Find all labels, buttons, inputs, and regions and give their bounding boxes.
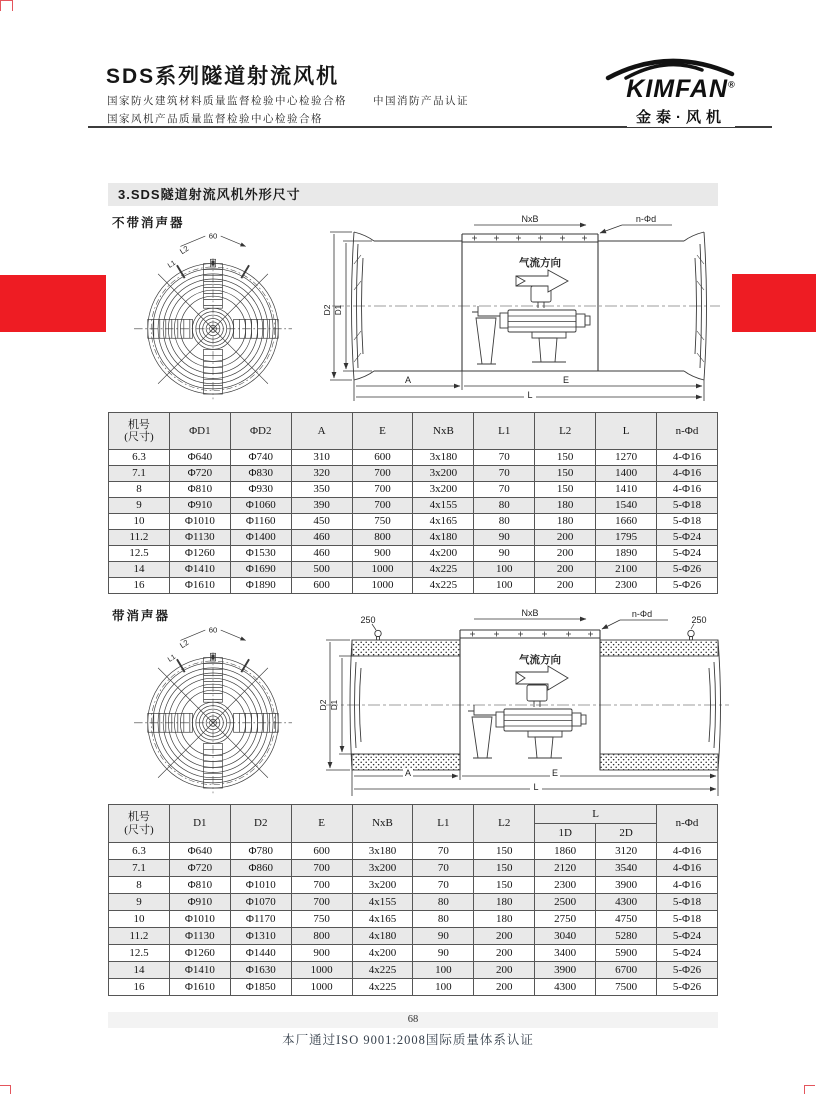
table-cell: 2500: [535, 894, 596, 911]
table-cell: 6.3: [109, 450, 170, 466]
table-cell: 4x180: [352, 928, 413, 945]
th-l-group: L: [535, 805, 657, 824]
table-cell: 4300: [535, 979, 596, 996]
table-cell: 4x225: [352, 979, 413, 996]
th-d1: ΦD1: [169, 413, 230, 450]
table1-body: [109, 450, 718, 594]
table-cell: 900: [352, 546, 413, 562]
table-cell: Φ830: [230, 466, 291, 482]
table-cell: 600: [352, 450, 413, 466]
table-cell: 200: [474, 928, 535, 945]
fan-front-view-drawing-2: [122, 618, 304, 795]
dim-label-l1: L1: [166, 653, 178, 664]
table-cell: 700: [291, 860, 352, 877]
table-cell: Φ910: [169, 894, 230, 911]
table-cell: 700: [352, 498, 413, 514]
fig2-caption: 带消声器: [112, 609, 171, 623]
dim-label-a: A: [404, 768, 412, 778]
table-cell: 1540: [596, 498, 657, 514]
table2-body: [109, 843, 718, 996]
dim-label-60: 60: [208, 231, 218, 241]
table-cell: 4x165: [413, 514, 474, 530]
table-cell: 4x200: [413, 546, 474, 562]
table-cell: 70: [474, 482, 535, 498]
table1-header: [109, 413, 718, 450]
th-a: A: [291, 413, 352, 450]
table-cell: 3x200: [352, 860, 413, 877]
table-cell: Φ1630: [230, 962, 291, 979]
table-cell: 3x180: [413, 450, 474, 466]
table-cell: 600: [291, 578, 352, 594]
table-cell: Φ640: [169, 450, 230, 466]
table-cell: Φ1400: [230, 530, 291, 546]
table-row: [109, 482, 718, 498]
table-cell: 750: [291, 911, 352, 928]
table-cell: 6700: [596, 962, 657, 979]
dim-label-l2: L2: [178, 243, 191, 257]
table-cell: 70: [474, 466, 535, 482]
th-e: E: [352, 413, 413, 450]
table-cell: Φ810: [169, 482, 230, 498]
table-cell: 200: [474, 979, 535, 996]
table-row: [109, 450, 718, 466]
table-cell: 1000: [291, 979, 352, 996]
table-cell: 200: [535, 530, 596, 546]
th-nxb: NxB: [413, 413, 474, 450]
table-cell: 70: [413, 843, 474, 860]
table-cell: Φ1410: [169, 962, 230, 979]
page-number: 68: [407, 1014, 419, 1025]
table-cell: 460: [291, 546, 352, 562]
th-l1: L1: [474, 413, 535, 450]
table-row: [109, 928, 718, 945]
table-row: [109, 979, 718, 996]
table-cell: 150: [535, 466, 596, 482]
table-cell: 4x155: [352, 894, 413, 911]
table-cell: Φ1260: [169, 546, 230, 562]
table-cell: 1860: [535, 843, 596, 860]
table-cell: Φ1310: [230, 928, 291, 945]
table-cell: 100: [474, 578, 535, 594]
table-cell: 4300: [596, 894, 657, 911]
cert-text-b: 中国消防产品认证: [373, 95, 469, 107]
table-cell: 3x200: [413, 466, 474, 482]
section-title: 3.SDS隧道射流风机外形尺寸: [118, 187, 301, 202]
red-tab-right: [732, 274, 816, 332]
table-row: [109, 546, 718, 562]
table-cell: 90: [413, 928, 474, 945]
table-cell: 12.5: [109, 945, 170, 962]
dimension-table-with-silencer: [108, 804, 718, 996]
section-title-bar: [108, 183, 718, 206]
th-e: E: [291, 805, 352, 843]
table-cell: 200: [474, 945, 535, 962]
fan-side-view-drawing-2: [320, 606, 735, 802]
table-cell: 16: [109, 578, 170, 594]
table-cell: 180: [535, 514, 596, 530]
table-cell: 4x225: [352, 962, 413, 979]
table-cell: 3x200: [352, 877, 413, 894]
th-nphid: n-Φd: [657, 413, 718, 450]
table-cell: 100: [474, 562, 535, 578]
dim-label-l1: L1: [166, 259, 178, 270]
table-cell: 310: [291, 450, 352, 466]
th-d1: D1: [169, 805, 230, 843]
table-cell: 4x165: [352, 911, 413, 928]
table-cell: 90: [413, 945, 474, 962]
table-cell: 460: [291, 530, 352, 546]
table-cell: 70: [474, 450, 535, 466]
brand-logo: [586, 56, 776, 127]
table-cell: 1795: [596, 530, 657, 546]
table-cell: 5-Φ24: [657, 928, 718, 945]
table-cell: 1000: [291, 962, 352, 979]
table-cell: 11.2: [109, 928, 170, 945]
table-cell: 3x200: [413, 482, 474, 498]
table-cell: 450: [291, 514, 352, 530]
table-row: [109, 945, 718, 962]
dim-label-d1: D1: [334, 304, 343, 316]
table-cell: Φ1010: [169, 911, 230, 928]
table-row: [109, 843, 718, 860]
red-tab-left: [0, 275, 106, 332]
table-cell: 700: [291, 877, 352, 894]
table-cell: 1410: [596, 482, 657, 498]
table-cell: 320: [291, 466, 352, 482]
th-l2: L2: [474, 805, 535, 843]
table-cell: 90: [474, 530, 535, 546]
table-cell: 700: [352, 482, 413, 498]
table-cell: 11.2: [109, 530, 170, 546]
table-cell: 5-Φ18: [657, 911, 718, 928]
table-cell: 4-Φ16: [657, 843, 718, 860]
table-cell: 1000: [352, 562, 413, 578]
table-cell: 700: [352, 466, 413, 482]
table-cell: 150: [474, 860, 535, 877]
table-cell: 3400: [535, 945, 596, 962]
fig1-caption: 不带消声器: [112, 216, 185, 230]
table-cell: 5-Φ18: [657, 514, 718, 530]
table-cell: Φ810: [169, 877, 230, 894]
table-cell: 5-Φ26: [657, 979, 718, 996]
table-cell: 4-Φ16: [657, 482, 718, 498]
table-cell: 4x155: [413, 498, 474, 514]
table-row: [109, 578, 718, 594]
table-cell: Φ780: [230, 843, 291, 860]
table-cell: Φ860: [230, 860, 291, 877]
table-row: [109, 911, 718, 928]
table-cell: 10: [109, 514, 170, 530]
table-cell: 4-Φ16: [657, 466, 718, 482]
th-l2: L2: [535, 413, 596, 450]
table-cell: Φ1690: [230, 562, 291, 578]
dim-label-n-phi-d: n-Φd: [631, 609, 653, 619]
table-cell: Φ1410: [169, 562, 230, 578]
table-cell: 12.5: [109, 546, 170, 562]
table-cell: 5-Φ24: [657, 530, 718, 546]
table2-header: [109, 805, 718, 843]
th-model: 机号 (尺寸): [109, 413, 170, 450]
table-cell: 4x180: [413, 530, 474, 546]
table-row: [109, 562, 718, 578]
table-cell: 180: [474, 911, 535, 928]
cert-text-a: 国家防火建筑材料质量监督检验中心检验合格: [107, 95, 347, 107]
table-cell: 1890: [596, 546, 657, 562]
fan-side-view-drawing-1: [322, 212, 726, 404]
th-2d: 2D: [596, 824, 657, 843]
table-cell: 150: [535, 482, 596, 498]
crop-mark-bottom-left: [0, 1085, 11, 1094]
table-row: [109, 894, 718, 911]
table-cell: 5280: [596, 928, 657, 945]
th-model: 机号 (尺寸): [109, 805, 170, 843]
logo-brand-word: KIMFAN: [626, 75, 729, 103]
certification-line-1: [107, 93, 469, 108]
table-cell: 7500: [596, 979, 657, 996]
dim-label-l: L: [527, 390, 533, 400]
table-row: [109, 498, 718, 514]
table-cell: 180: [474, 894, 535, 911]
table-cell: 100: [413, 962, 474, 979]
table-cell: 3900: [535, 962, 596, 979]
table-cell: 200: [535, 578, 596, 594]
table-cell: 3120: [596, 843, 657, 860]
table-cell: 3040: [535, 928, 596, 945]
table-cell: Φ1010: [230, 877, 291, 894]
table-cell: 9: [109, 894, 170, 911]
table-cell: 800: [291, 928, 352, 945]
table-cell: 150: [535, 450, 596, 466]
table-cell: 70: [413, 860, 474, 877]
table-cell: 4750: [596, 911, 657, 928]
table-cell: 4-Φ16: [657, 860, 718, 877]
table-cell: Φ1610: [169, 578, 230, 594]
table-cell: 9: [109, 498, 170, 514]
dimension-table-without-silencer: [108, 412, 718, 594]
th-1d: 1D: [535, 824, 596, 843]
table-cell: 10: [109, 911, 170, 928]
table-cell: 1270: [596, 450, 657, 466]
dim-label-e: E: [562, 375, 570, 385]
dim-label-n-phi-d: n-Φd: [635, 214, 657, 224]
table-cell: Φ1060: [230, 498, 291, 514]
table-cell: 750: [352, 514, 413, 530]
table-cell: 200: [474, 962, 535, 979]
dim-label-e: E: [551, 768, 559, 778]
logo-chinese-name: 金泰·风机: [627, 106, 735, 127]
table-cell: Φ1850: [230, 979, 291, 996]
crop-mark-bottom-right: [804, 1085, 815, 1094]
table-cell: 200: [535, 546, 596, 562]
table-row: [109, 530, 718, 546]
table-cell: 6.3: [109, 843, 170, 860]
th-nphid: n-Φd: [657, 805, 718, 843]
table-cell: 5-Φ26: [657, 578, 718, 594]
table-cell: 100: [413, 979, 474, 996]
table-cell: 150: [474, 877, 535, 894]
table-cell: 3900: [596, 877, 657, 894]
dim-label-d2: D2: [318, 699, 328, 711]
table-cell: Φ1440: [230, 945, 291, 962]
registered-mark-icon: ®: [728, 79, 736, 90]
table-cell: 80: [474, 498, 535, 514]
table-cell: 14: [109, 562, 170, 578]
table-cell: Φ1170: [230, 911, 291, 928]
table-cell: Φ1160: [230, 514, 291, 530]
table-cell: 70: [413, 877, 474, 894]
certification-line-2: 国家风机产品质量监督检验中心检验合格: [107, 113, 323, 125]
table-cell: 2300: [535, 877, 596, 894]
table-cell: Φ1890: [230, 578, 291, 594]
table-cell: 5-Φ26: [657, 962, 718, 979]
table-cell: 150: [474, 843, 535, 860]
table-row: [109, 466, 718, 482]
table-row: [109, 860, 718, 877]
table-cell: Φ1530: [230, 546, 291, 562]
th-l1: L1: [413, 805, 474, 843]
table-cell: 2300: [596, 578, 657, 594]
table-cell: 5-Φ26: [657, 562, 718, 578]
table-cell: 500: [291, 562, 352, 578]
table-cell: 5-Φ18: [657, 498, 718, 514]
th-d2: ΦD2: [230, 413, 291, 450]
table-cell: Φ740: [230, 450, 291, 466]
dim-label-d1: D1: [330, 699, 339, 711]
table-cell: Φ1260: [169, 945, 230, 962]
th-d2: D2: [230, 805, 291, 843]
table-cell: 350: [291, 482, 352, 498]
table-cell: 390: [291, 498, 352, 514]
table-cell: Φ640: [169, 843, 230, 860]
table-cell: 1400: [596, 466, 657, 482]
table-cell: 1660: [596, 514, 657, 530]
airflow-direction-label: 气流方向: [519, 654, 561, 666]
dim-label-250-right: 250: [691, 615, 707, 625]
table-cell: 4-Φ16: [657, 877, 718, 894]
table-cell: Φ930: [230, 482, 291, 498]
table-cell: Φ910: [169, 498, 230, 514]
logo-brand-text: [586, 77, 776, 102]
table-cell: 4x225: [413, 578, 474, 594]
airflow-direction-label: 气流方向: [519, 257, 561, 269]
page-title: SDS系列隧道射流风机: [106, 65, 340, 88]
table-cell: 4-Φ16: [657, 450, 718, 466]
table-cell: 900: [291, 945, 352, 962]
table-cell: 8: [109, 482, 170, 498]
dim-label-l: L: [533, 782, 539, 792]
table-cell: 5-Φ24: [657, 945, 718, 962]
table-cell: 8: [109, 877, 170, 894]
table-cell: Φ1070: [230, 894, 291, 911]
table-cell: 90: [474, 546, 535, 562]
dim-label-nxb: NxB: [521, 608, 539, 618]
th-l: L: [596, 413, 657, 450]
table-cell: 600: [291, 843, 352, 860]
dim-label-250-left: 250: [360, 615, 376, 625]
table-cell: 5-Φ18: [657, 894, 718, 911]
table-row: [109, 962, 718, 979]
table-cell: 80: [474, 514, 535, 530]
table-cell: 5900: [596, 945, 657, 962]
table-cell: Φ720: [169, 466, 230, 482]
table-cell: 800: [352, 530, 413, 546]
table-cell: Φ720: [169, 860, 230, 877]
table-cell: Φ1130: [169, 928, 230, 945]
iso-certification-text: 本厂通过ISO 9001:2008国际质量体系认证: [282, 1033, 534, 1047]
table-cell: 2100: [596, 562, 657, 578]
table-cell: 4x200: [352, 945, 413, 962]
table-cell: Φ1010: [169, 514, 230, 530]
crop-mark-top-left: [0, 0, 13, 11]
table-cell: 200: [535, 562, 596, 578]
table-row: [109, 514, 718, 530]
th-nxb: NxB: [352, 805, 413, 843]
dim-label-l2: L2: [178, 637, 191, 651]
fan-front-view-drawing-1: [122, 224, 304, 401]
table-cell: 2120: [535, 860, 596, 877]
table-cell: 80: [413, 894, 474, 911]
table-cell: 180: [535, 498, 596, 514]
table-cell: 2750: [535, 911, 596, 928]
dim-label-a: A: [404, 375, 412, 385]
table-cell: 4x225: [413, 562, 474, 578]
page-number-band: [108, 1012, 718, 1028]
table-cell: Φ1130: [169, 530, 230, 546]
table-row: [109, 877, 718, 894]
dim-label-60: 60: [208, 625, 218, 635]
table-cell: Φ1610: [169, 979, 230, 996]
table-cell: 5-Φ24: [657, 546, 718, 562]
table-cell: 16: [109, 979, 170, 996]
table-cell: 80: [413, 911, 474, 928]
table-cell: 7.1: [109, 860, 170, 877]
table-cell: 3540: [596, 860, 657, 877]
dim-label-nxb: NxB: [521, 214, 539, 224]
table-cell: 1000: [352, 578, 413, 594]
dim-label-d2: D2: [322, 304, 332, 316]
table-cell: 700: [291, 894, 352, 911]
table-cell: 7.1: [109, 466, 170, 482]
table-cell: 3x180: [352, 843, 413, 860]
table-cell: 14: [109, 962, 170, 979]
